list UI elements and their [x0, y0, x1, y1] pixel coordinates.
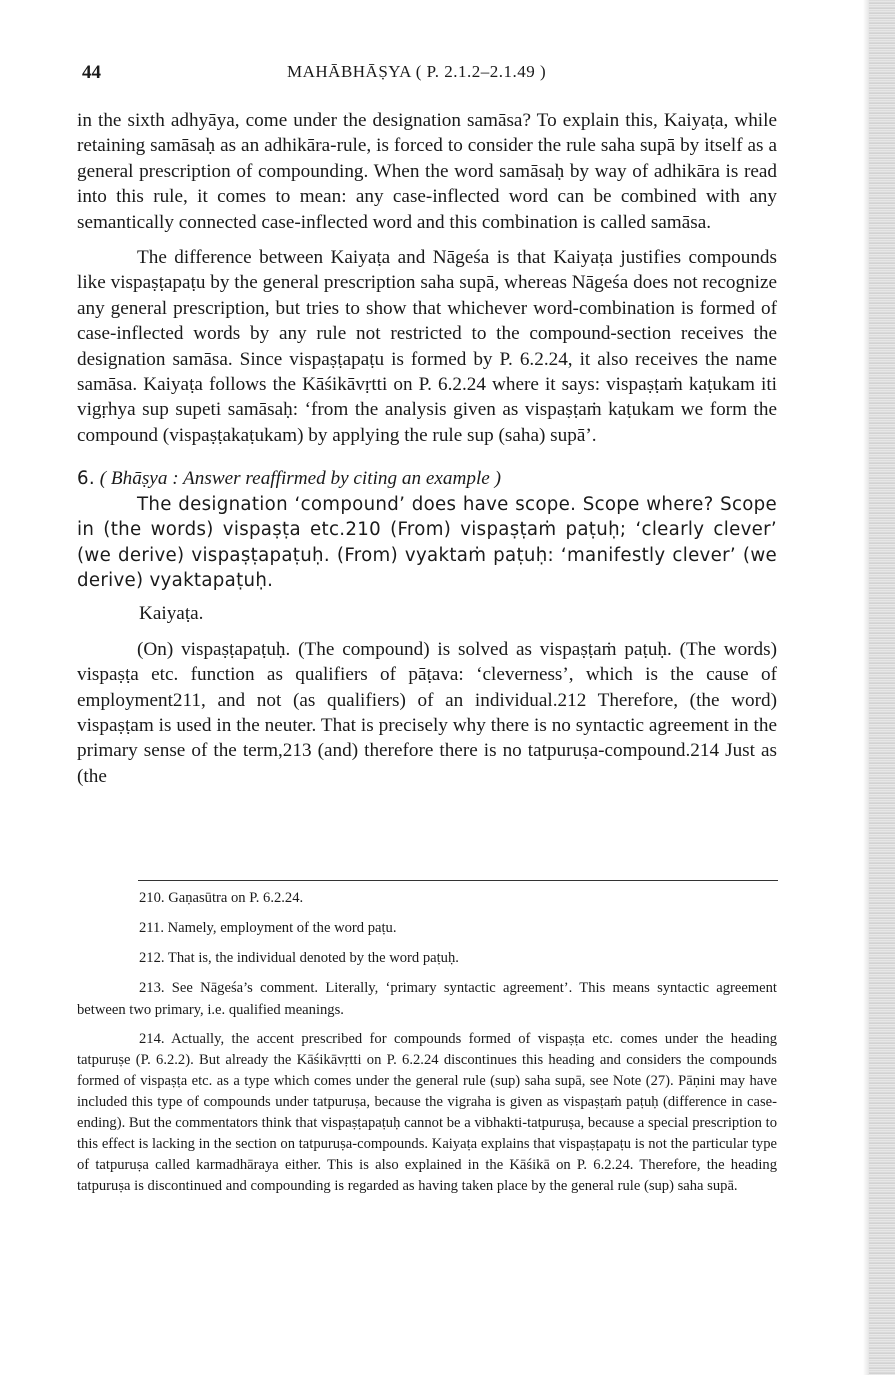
footnote-212: 212. That is, the individual denoted by the word paṭuḥ.: [139, 950, 459, 966]
footnote-211: 211. Namely, employment of the word paṭu.: [139, 920, 397, 936]
footnote-214: 214. Actually, the accent prescribed for compounds formed of vispaṣṭa etc. comes under the heading tatpuruṣe (P. 6.2.2). But already the Kāśikāvṛtti on P. 6.2.24 discontinues this heading and considers the compounds formed of vispaṣṭa etc. as a type which comes under the general rule (sup) saha supā, see Note (27). Pāṇini may have included this type of compounds under tatpuruṣa, because the vigraha is given as vispaṣṭaṁ paṭuḥ (difference in case-ending). But the commentators think that vispaṣṭapaṭuḥ cannot be a vibhakti-tatpuruṣa, because a special prescription to this effect is lacking in the section on tatpuruṣa-compounds. Kaiyaṭa explains that vispaṣṭapaṭu is not the particular type of tatpuruṣa called karmadhāraya either. This is also explained in the Kāśikā on P. 6.2.24. Therefore, the heading tatpuruṣa is discontinued and compounding is regarded as having taken place by the general rule (sup) saha supā.: [77, 1031, 777, 1194]
section-number: 6.: [77, 468, 95, 490]
section-6-heading: [77, 466, 777, 491]
footnote-213: 213. See Nāgeśa’s comment. Literally, ‘primary syntactic agreement’. This means syntactic agreement between two primary, i.e. qualified meanings.: [77, 980, 777, 1018]
paragraph-2: The difference between Kaiyaṭa and Nāgeśa is that Kaiyaṭa justifies compounds like vispaṣṭapaṭu by the general prescription saha supā, whereas Nāgeśa does not recognize any general prescription, but tries to show that whichever word-combination is formed of case-inflected words by any rule not restricted to the compound-section receives the designation samāsa. Since vispaṣṭapaṭu is formed by P. 6.2.24, it also receives the name samāsa. Kaiyaṭa follows the Kāśikāvṛtti on P. 6.2.24 where it says: vispaṣṭaṁ kaṭukam iti vigṛhya sup supeti samāsaḥ: ‘from the analysis given as vispaṣṭaṁ kaṭukam we form the compound (vispaṣṭakaṭukam) by applying the rule sup (saha) supā’.: [77, 247, 777, 446]
running-head: MAHĀBHĀṢYA ( P. 2.1.2–2.1.49 ): [287, 62, 547, 81]
page-edge-gradient: [863, 0, 869, 1375]
page-number: 44: [82, 62, 101, 83]
section-title: ( Bhāṣya : Answer reaffirmed by citing an example ): [99, 468, 502, 490]
paragraph-1: in the sixth adhyāya, come under the designation samāsa? To explain this, Kaiyaṭa, while retaining samāsaḥ as an adhikāra-rule, is forced to consider the rule saha supā by itself as a general prescription of compounding. When the word samāsaḥ by way of adhikāra is read into this rule, it comes to mean: any case-inflected word can be combined with any semantically connected case-inflected word and this combination is called samāsa.: [77, 110, 777, 233]
footnote-210: 210. Gaṇasūtra on P. 6.2.24.: [139, 890, 304, 906]
kaiyata-label: Kaiyaṭa.: [139, 603, 204, 625]
bhasya-text: The designation ‘compound’ does have scope. Scope where? Scope in (the words) vispaṣṭa etc.210 (From) vispaṣṭaṁ paṭuḥ; ‘clearly clever’ (we derive) vispaṣṭapaṭuḥ. (From) vyaktaṁ paṭuḥ: ‘manifestly clever’ (we derive) vyaktapaṭuḥ.: [77, 493, 777, 591]
main-text: [77, 108, 777, 789]
page-header: [82, 62, 782, 88]
footnotes: [77, 887, 777, 1205]
footnote-divider: [138, 880, 778, 881]
page-edge-shadow: [869, 0, 895, 1375]
kaiyata-text: (On) vispaṣṭapaṭuḥ. (The compound) is solved as vispaṣṭaṁ paṭuḥ. (The words) vispaṣṭa etc. function as qualifiers of pāṭava: ‘cleverness’, which is the cause of employment211, and not (as qualifiers) of an individual.212 Therefore, (the word) vispaṣṭam is used in the neuter. That is precisely why there is no syntactic agreement in the primary sense of the term,213 (and) therefore there is no tatpuruṣa-compound.214 Just as (the: [77, 638, 777, 787]
